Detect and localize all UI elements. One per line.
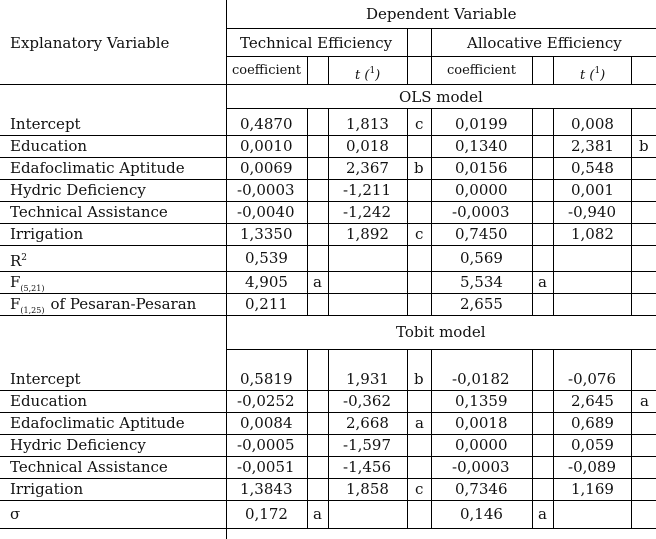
ae-coefficient: 0,1340	[455, 137, 508, 155]
ols-row-label: Technical Assistance	[10, 203, 168, 221]
te-f-significance: a	[313, 273, 322, 291]
rule-horizontal	[226, 349, 656, 350]
ae-coefficient: 0,1359	[455, 392, 508, 410]
ols-row-label: Education	[10, 137, 88, 155]
ae-t-value: 0,001	[571, 181, 614, 199]
te-t-value: -1,597	[343, 436, 392, 454]
rule-horizontal	[226, 108, 656, 109]
ae-coefficient: 0,0156	[455, 159, 508, 177]
rule-vertical	[307, 56, 308, 84]
te-t-value: -1,242	[343, 203, 392, 221]
rule-vertical	[553, 349, 554, 528]
sigma-label: σ	[10, 505, 21, 523]
coefficient-header: coefficient	[232, 63, 301, 78]
ae-coefficient: -0,0182	[452, 370, 510, 388]
ae-coefficient: -0,0003	[452, 203, 510, 221]
ae-t-value: 0,689	[571, 414, 614, 432]
te-coefficient: 0,0084	[240, 414, 293, 432]
ae-t-value: 0,059	[571, 436, 614, 454]
r2-superscript: 2	[21, 253, 28, 263]
te-t-significance: b	[414, 370, 424, 388]
tobit-row-label: Hydric Deficiency	[10, 436, 146, 454]
pesaran-label	[10, 295, 196, 320]
te-t-significance: c	[415, 225, 424, 243]
rule-vertical	[407, 56, 408, 84]
ols-row-label: Irrigation	[10, 225, 84, 243]
te-coefficient: -0,0005	[237, 436, 295, 454]
ae-r2: 0,569	[460, 249, 503, 267]
rule-vertical	[407, 349, 408, 528]
allocative-efficiency-header: Allocative Efficiency	[467, 34, 622, 52]
te-coefficient: -0,0003	[237, 181, 295, 199]
technical-efficiency-header: Technical Efficiency	[240, 34, 393, 52]
t-close: )	[600, 68, 606, 83]
ae-t-value: 1,169	[571, 480, 614, 498]
rule-vertical	[431, 28, 432, 56]
tobit-section-title: Tobit model	[396, 323, 486, 341]
ae-coefficient: 0,0018	[455, 414, 508, 432]
rule-horizontal	[226, 56, 656, 57]
pesaran-text: of Pesaran-Pesaran	[50, 295, 197, 313]
te-r2: 0,539	[245, 249, 288, 267]
t-label: t (	[355, 68, 370, 83]
te-t-value: -1,211	[343, 181, 392, 199]
ae-t-value: 2,645	[571, 392, 614, 410]
t-header	[355, 62, 380, 85]
rule-vertical	[532, 349, 533, 528]
rule-horizontal	[0, 528, 656, 529]
tobit-row-label: Technical Assistance	[10, 458, 168, 476]
coefficient-header: coefficient	[447, 63, 516, 78]
te-coefficient: 0,4870	[240, 115, 293, 133]
rule-vertical	[431, 108, 432, 315]
rule-vertical	[553, 108, 554, 315]
dependent-variable-header: Dependent Variable	[366, 5, 517, 23]
te-coefficient: 0,0010	[240, 137, 293, 155]
te-t-value: -1,456	[343, 458, 392, 476]
t-header	[580, 62, 605, 85]
ae-sigma-significance: a	[538, 505, 547, 523]
tobit-row-label: Intercept	[10, 370, 81, 388]
rule-horizontal	[0, 84, 656, 85]
ae-f-significance: a	[538, 273, 547, 291]
f-subscript: (1,25)	[20, 306, 45, 315]
rule-vertical	[553, 56, 554, 84]
te-coefficient: -0,0040	[237, 203, 295, 221]
ae-coefficient: 0,0000	[455, 181, 508, 199]
rule-vertical	[307, 108, 308, 315]
ols-section-title: OLS model	[399, 88, 483, 106]
ae-coefficient: 0,0199	[455, 115, 508, 133]
te-t-value: 2,668	[346, 414, 389, 432]
ae-t-value: 0,548	[571, 159, 614, 177]
te-t-significance: c	[415, 115, 424, 133]
te-coefficient: 0,5819	[240, 370, 293, 388]
te-t-value: 2,367	[346, 159, 389, 177]
rule-vertical	[328, 108, 329, 315]
t-footnote-mark: 1	[594, 66, 601, 76]
te-t-value: 0,018	[346, 137, 389, 155]
ols-row-label: Hydric Deficiency	[10, 181, 146, 199]
te-t-value: 1,931	[346, 370, 389, 388]
ae-t-significance: b	[639, 137, 649, 155]
f-letter: F	[10, 295, 21, 313]
rule-vertical	[532, 56, 533, 84]
te-coefficient: 1,3350	[240, 225, 293, 243]
tobit-row-label: Edafoclimatic Aptitude	[10, 414, 185, 432]
rule-vertical	[307, 349, 308, 528]
ae-t-value: 1,082	[571, 225, 614, 243]
rule-vertical	[631, 108, 632, 315]
ae-t-value: -0,089	[568, 458, 617, 476]
te-sigma-significance: a	[313, 505, 322, 523]
f-letter: F	[10, 273, 21, 291]
rule-vertical	[226, 0, 227, 539]
te-coefficient: -0,0252	[237, 392, 295, 410]
ae-coefficient: -0,0003	[452, 458, 510, 476]
te-t-value: 1,892	[346, 225, 389, 243]
rule-vertical	[407, 28, 408, 56]
tobit-row-label: Irrigation	[10, 480, 84, 498]
te-t-significance: a	[415, 414, 424, 432]
rule-vertical	[431, 349, 432, 528]
rule-vertical	[328, 56, 329, 84]
rule-vertical	[407, 108, 408, 315]
rule-vertical	[631, 56, 632, 84]
rule-vertical	[431, 56, 432, 84]
r2-label	[10, 249, 27, 270]
te-t-significance: b	[414, 159, 424, 177]
rule-vertical	[532, 108, 533, 315]
te-sigma: 0,172	[245, 505, 288, 523]
ols-row-label: Edafoclimatic Aptitude	[10, 159, 185, 177]
ae-f-value: 5,534	[460, 273, 503, 291]
ae-coefficient: 0,7450	[455, 225, 508, 243]
te-t-significance: c	[415, 480, 424, 498]
ae-t-value: 0,008	[571, 115, 614, 133]
ae-sigma: 0,146	[460, 505, 503, 523]
te-t-value: 1,813	[346, 115, 389, 133]
rule-horizontal	[226, 28, 656, 29]
t-footnote-mark: 1	[369, 66, 376, 76]
explanatory-variable-header: Explanatory Variable	[10, 34, 170, 52]
ae-coefficient: 0,0000	[455, 436, 508, 454]
te-coefficient: 1,3843	[240, 480, 293, 498]
tobit-row-label: Education	[10, 392, 88, 410]
ae-t-value: -0,076	[568, 370, 617, 388]
ae-pesaran: 2,655	[460, 295, 503, 313]
r2-letter: R	[10, 252, 22, 270]
te-coefficient: 0,0069	[240, 159, 293, 177]
rule-horizontal	[0, 315, 656, 316]
rule-vertical	[328, 349, 329, 528]
t-close: )	[375, 68, 381, 83]
te-f-value: 4,905	[245, 273, 288, 291]
ae-coefficient: 0,7346	[455, 480, 508, 498]
ae-t-value: 2,381	[571, 137, 614, 155]
te-t-value: 1,858	[346, 480, 389, 498]
f-subscript: (5,21)	[20, 284, 45, 293]
t-label: t (	[580, 68, 595, 83]
ae-t-value: -0,940	[568, 203, 617, 221]
te-coefficient: -0,0051	[237, 458, 295, 476]
ols-row-label: Intercept	[10, 115, 81, 133]
te-pesaran: 0,211	[245, 295, 288, 313]
rule-vertical	[631, 349, 632, 528]
ae-t-significance: a	[640, 392, 649, 410]
te-t-value: -0,362	[343, 392, 392, 410]
